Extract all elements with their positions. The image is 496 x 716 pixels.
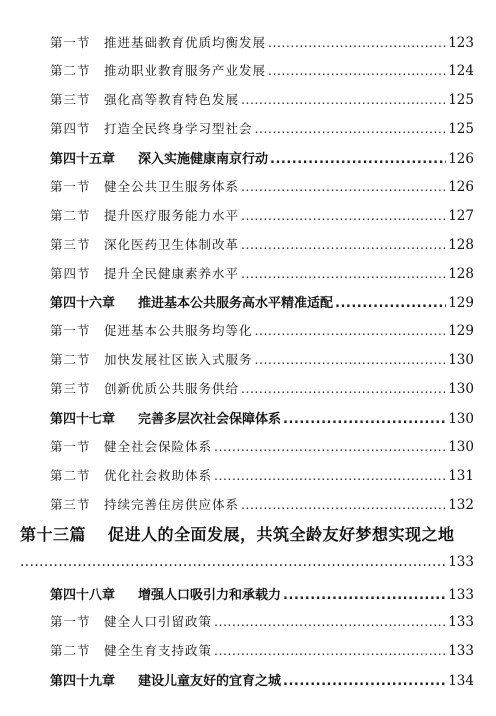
entry-title: 强化高等教育特色发展	[104, 92, 240, 107]
entry-title: 健全公共卫生服务体系	[104, 179, 240, 194]
entry-label: 第四十六章	[50, 296, 116, 311]
entry-label: 第一节	[50, 439, 91, 454]
toc-chapter-entry[interactable]	[0, 584, 496, 603]
entry-title: 深化医药卫生体制改革	[104, 237, 240, 252]
dot-leader	[270, 152, 446, 167]
entry-title: 优化社会救助体系	[104, 468, 213, 483]
dot-leader	[214, 468, 446, 483]
dot-leader	[214, 439, 446, 454]
entry-title: 推进基本公共服务高水平精准适配	[138, 296, 334, 311]
page-number: 131	[448, 468, 474, 484]
dot-leader	[255, 352, 447, 367]
page-number: 134	[448, 673, 474, 689]
toc-section-entry[interactable]	[0, 495, 496, 513]
entry-label: 第三节	[50, 92, 91, 107]
toc-section-entry[interactable]	[0, 437, 496, 455]
toc-section-entry[interactable]	[0, 61, 496, 79]
dot-leader	[241, 237, 446, 252]
entry-title: 健全人口引留政策	[104, 614, 213, 629]
toc-section-entry[interactable]	[0, 612, 496, 630]
entry-title: 推进基础教育优质均衡发展	[104, 35, 267, 50]
toc-chapter-entry[interactable]	[0, 148, 496, 167]
page-number: 126	[448, 151, 474, 167]
toc-section-entry[interactable]	[0, 466, 496, 484]
entry-label: 第四十五章	[50, 152, 116, 167]
toc-section-entry[interactable]	[0, 264, 496, 282]
entry-title: 建设儿童友好的宜育之城	[138, 674, 282, 689]
entry-label: 第三节	[50, 237, 91, 252]
toc-chapter-entry[interactable]	[0, 292, 496, 311]
toc-section-entry[interactable]	[0, 321, 496, 339]
page-number: 128	[448, 266, 474, 282]
toc-section-entry[interactable]	[0, 641, 496, 659]
entry-title: 健全社会保险体系	[104, 439, 213, 454]
dot-leader	[283, 412, 446, 427]
entry-label: 第四节	[50, 121, 91, 136]
page-number: 127	[448, 208, 474, 224]
page-number: 128	[448, 237, 474, 253]
entry-title: 提升医疗服务能力水平	[104, 208, 240, 223]
entry-title: 加快发展社区嵌入式服务	[104, 352, 253, 367]
part-label: 第十三篇	[20, 525, 87, 544]
entry-title: 促进基本公共服务均等化	[104, 323, 253, 338]
toc-section-entry[interactable]	[0, 90, 496, 108]
dot-leader	[335, 296, 446, 311]
page-number: 130	[448, 439, 474, 455]
page-number: 125	[448, 121, 474, 137]
page-number: 126	[448, 179, 474, 195]
toc-section-entry[interactable]	[0, 177, 496, 195]
entry-title: 增强人口吸引力和承载力	[138, 588, 282, 603]
entry-title: 创新优质公共服务供给	[104, 381, 240, 396]
entry-title: 持续完善住房供应体系	[104, 497, 240, 512]
entry-label: 第四节	[50, 266, 91, 281]
entry-label: 第二节	[50, 468, 91, 483]
dot-leader	[241, 179, 446, 194]
entry-label: 第一节	[50, 35, 91, 50]
toc-section-entry[interactable]	[0, 33, 496, 51]
toc-chapter-entry[interactable]	[0, 670, 496, 689]
page-number: 132	[448, 497, 474, 513]
dot-leader	[241, 208, 446, 223]
entry-label: 第三节	[50, 497, 91, 512]
dot-leader	[268, 35, 446, 50]
toc-section-entry[interactable]	[0, 119, 496, 137]
dot-leader	[268, 63, 446, 78]
dot-leader	[241, 497, 446, 512]
entry-label: 第三节	[50, 381, 91, 396]
dot-leader	[255, 323, 447, 338]
entry-label: 第四十七章	[50, 412, 116, 427]
page-number: 129	[448, 323, 474, 339]
toc-chapter-entry[interactable]	[0, 408, 496, 427]
entry-title: 打造全民终身学习型社会	[104, 121, 253, 136]
toc-section-entry[interactable]	[0, 206, 496, 224]
page-number: 133	[448, 614, 474, 630]
entry-label: 第一节	[50, 614, 91, 629]
toc-section-entry[interactable]	[0, 350, 496, 368]
page-number: 124	[448, 63, 474, 79]
page-number: 133	[448, 554, 474, 570]
entry-label: 第二节	[50, 643, 91, 658]
page-number: 133	[448, 587, 474, 603]
page-number: 130	[448, 352, 474, 368]
entry-label: 第一节	[50, 179, 91, 194]
dot-leader	[214, 614, 446, 629]
entry-label: 第四十九章	[50, 674, 116, 689]
toc-part-leader[interactable]	[0, 554, 496, 570]
page-number: 130	[448, 381, 474, 397]
dot-leader	[241, 266, 446, 281]
entry-label: 第二节	[50, 208, 91, 223]
entry-title: 推动职业教育服务产业发展	[104, 63, 267, 78]
page-number: 129	[448, 295, 474, 311]
entry-title: 完善多层次社会保障体系	[138, 412, 282, 427]
entry-label: 第二节	[50, 63, 91, 78]
toc-part-heading[interactable]	[0, 522, 496, 545]
part-title: 促进人的全面发展，共筑全龄友好梦想实现之地	[108, 525, 455, 544]
entry-title: 健全生育支持政策	[104, 643, 213, 658]
entry-title: 提升全民健康素养水平	[104, 266, 240, 281]
dot-leader	[214, 643, 446, 658]
dot-leader	[241, 92, 446, 107]
page-number: 123	[448, 35, 474, 51]
entry-label: 第二节	[50, 352, 91, 367]
toc-section-entry[interactable]	[0, 379, 496, 397]
dot-leader	[20, 554, 446, 570]
dot-leader	[255, 121, 447, 136]
dot-leader	[283, 588, 446, 603]
entry-label: 第一节	[50, 323, 91, 338]
toc-section-entry[interactable]	[0, 235, 496, 253]
dot-leader	[241, 381, 446, 396]
entry-label: 第四十八章	[50, 588, 116, 603]
page-number: 125	[448, 92, 474, 108]
entry-title: 深入实施健康南京行动	[138, 152, 269, 167]
page-number: 133	[448, 643, 474, 659]
page-number: 130	[448, 411, 474, 427]
dot-leader	[283, 674, 446, 689]
